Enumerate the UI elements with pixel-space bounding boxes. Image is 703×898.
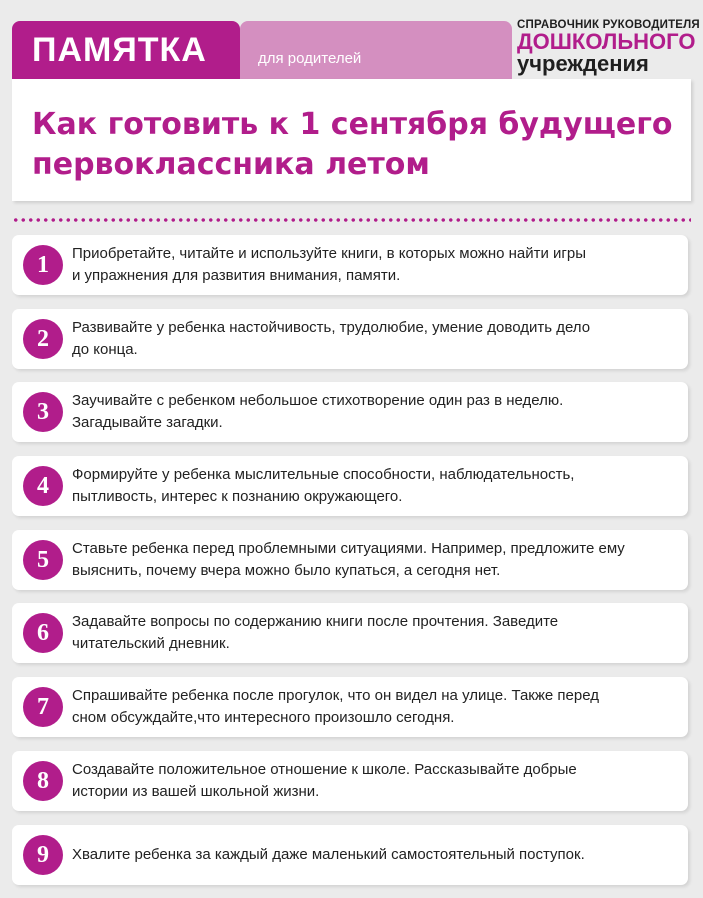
tip-line-1: Приобретайте, читайте и используйте книги, в которых можно найти игры — [72, 245, 587, 262]
tip-number-badge: 6 — [23, 613, 63, 653]
tip-text — [72, 844, 672, 866]
tip-number-badge: 7 — [23, 687, 63, 727]
tip-text — [72, 538, 672, 582]
tip-line-1: Ставьте ребенка перед проблемными ситуациями. Например, предложите ему — [72, 539, 625, 557]
memo-tab: ПАМЯТКА — [12, 21, 240, 79]
tip-line-1: Создавайте положительное отношение к школе. Рассказывайте добрые — [72, 760, 577, 778]
tip-line-2: и упражнения для развития внимания, памяти. — [72, 267, 401, 284]
tip-line-2: до конца. — [72, 340, 138, 358]
page-title — [32, 105, 682, 185]
tip-line-1: Формируйте у ребенка мыслительные способности, наблюдательность, — [72, 466, 575, 484]
tip-item — [12, 751, 688, 811]
tip-number-badge: 5 — [23, 540, 63, 580]
tip-item — [12, 382, 688, 442]
title-line-1: Как готовить к 1 сентября будущего — [32, 107, 673, 142]
tip-line-2: выяснить, почему вчера можно было купаться, а сегодня нет. — [72, 561, 501, 579]
tips-list — [12, 235, 688, 898]
tip-item — [12, 530, 688, 590]
tip-line-1: Заучивайте с ребенком небольшое стихотворение один раз в неделю. — [72, 392, 564, 410]
publication-logo — [517, 19, 700, 76]
tip-line-2: читательский дневник. — [72, 635, 230, 653]
tip-text — [72, 759, 672, 803]
tip-item — [12, 456, 688, 516]
tip-text — [72, 464, 672, 508]
tip-number-badge: 9 — [23, 835, 63, 875]
tip-item — [12, 235, 688, 295]
title-card — [12, 79, 691, 201]
tip-line-1: Развивайте у ребенка настойчивость, трудолюбие, умение доводить дело — [72, 318, 591, 336]
title-line-2: первоклассника летом — [32, 147, 430, 182]
audience-tab: для родителей — [240, 21, 512, 79]
tip-text — [72, 390, 672, 434]
tip-number-badge: 4 — [23, 466, 63, 506]
tip-number-badge: 2 — [23, 319, 63, 359]
tip-number-badge: 1 — [23, 245, 63, 285]
tip-line-1: Хвалите ребенка за каждый даже маленький самостоятельный поступок. — [72, 845, 585, 863]
tip-text — [72, 685, 672, 729]
tip-number-badge: 3 — [23, 392, 63, 432]
tip-item — [12, 603, 688, 663]
dotted-divider — [12, 217, 691, 223]
tip-text — [72, 317, 672, 361]
tip-item — [12, 677, 688, 737]
tip-line-2: Загадывайте загадки. — [72, 414, 223, 432]
tip-text — [72, 243, 672, 287]
logo-line-1: СПРАВОЧНИК РУКОВОДИТЕЛЯ — [517, 19, 700, 31]
tip-line-2: пытливость, интерес к познанию окружающего. — [72, 488, 403, 506]
logo-line-3: учреждения — [517, 51, 649, 76]
tip-item — [12, 309, 688, 369]
tip-line-2: истории из вашей школьной жизни. — [72, 782, 320, 800]
tip-item — [12, 825, 688, 885]
tip-number-badge: 8 — [23, 761, 63, 801]
tip-line-1: Задавайте вопросы по содержанию книги после прочтения. Заведите — [72, 613, 559, 631]
tip-text — [72, 611, 672, 655]
logo-line-2: ДОШКОЛЬНОГО — [517, 29, 696, 54]
tip-line-2: сном обсуждайте,что интересного произошло сегодня. — [72, 709, 455, 727]
tip-line-1: Спрашивайте ребенка после прогулок, что он видел на улице. Также перед — [72, 687, 599, 705]
